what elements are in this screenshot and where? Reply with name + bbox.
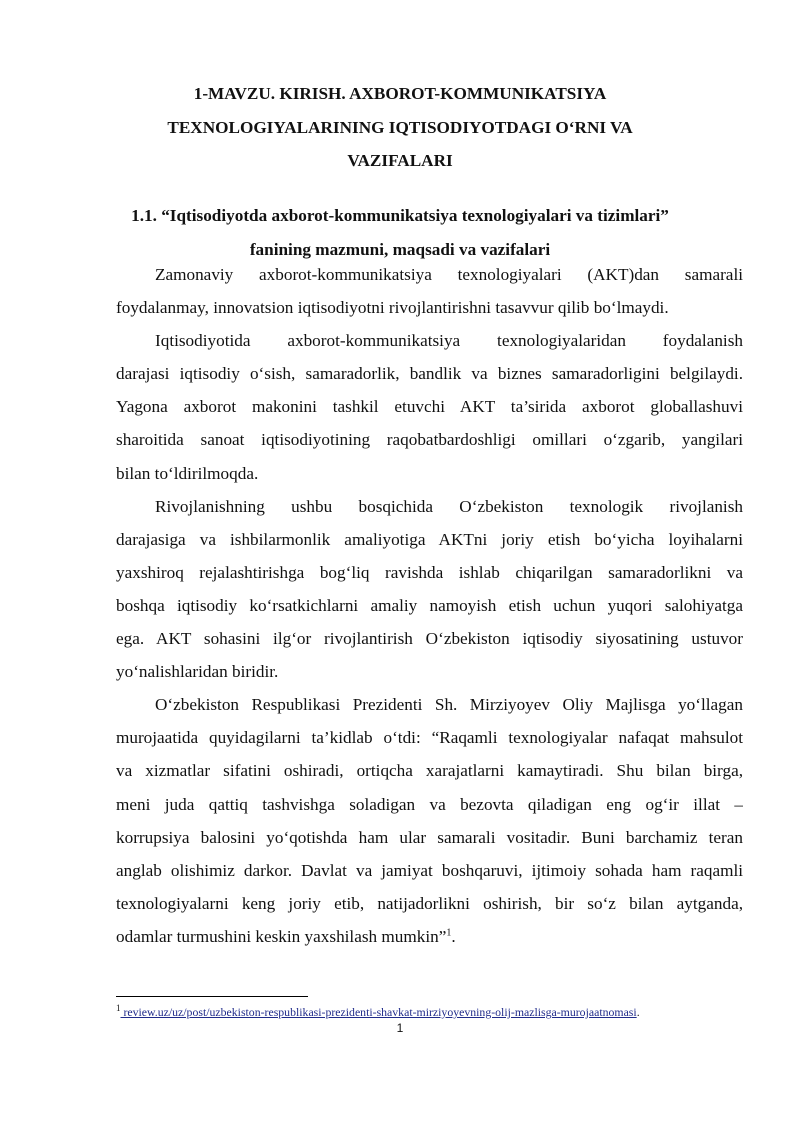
text-line: yaxshiroq rejalashtirishga bog‘liq ravishda ishlab chiqarilgan samaradorlikni va [116,562,743,582]
text-line: boshqa iqtisodiy ko‘rsatkichlarni amaliy namoyish etish uchun yuqori salohiyatga [116,595,743,615]
section-title [100,199,700,266]
text-line: bilan to‘ldirilmoqda. [116,463,259,483]
text-line: O‘zbekiston Respublikasi Prezidenti Sh. Mirziyoyev Oliy Majlisga yo‘llagan [155,695,743,715]
text-line-with-footnote [116,920,743,953]
sentence-end: . [451,926,456,946]
text-line: darajasi iqtisodiy o‘sish, samaradorlik, bandlik va biznes samaradorligini belgilaydi. [116,364,743,384]
text-line: Rivojlanishning ushbu bosqichida O‘zbekiston texnologik rivojlanish [155,496,743,516]
footnote-number: 1 [116,1003,121,1014]
footnote-divider [116,996,308,997]
text-line: Yagona axborot makonini tashkil etuvchi AKT ta’sirida axborot globallashuvi [116,397,743,417]
text-line: va xizmatlar sifatini oshiradi, ortiqcha xarajatlarni kamaytiradi. Shu bilan birga, [116,761,743,781]
text-line: murojaatida quyidagilarni ta’kidlab o‘tdi: “Raqamli texnologiyalar nafaqat mahsulot [116,728,743,748]
footnote-marker[interactable]: 1 [446,927,452,939]
text-line: texnologiyalarni keng joriy etib, natijadorlikni oshirish, bir so‘z bilan aytganda, [116,893,743,913]
footnote [116,1004,640,1020]
page-number: 1 [396,1021,404,1035]
chapter-title [110,77,690,178]
text-line: odamlar turmushini keskin yaxshilash mumkin” [116,926,447,946]
paragraph [116,324,743,489]
chapter-title-line: VAZIFALARI [347,151,453,170]
text-line: Zamonaviy axborot-kommunikatsiya texnologiyalari (AKT)dan samarali [155,265,743,284]
text-line: darajasiga va ishbilarmonlik amaliyotiga AKTni joriy etish bo‘yicha loyihalarni [116,529,743,549]
text-line: foydalanmay, innovatsion iqtisodiyotni rivojlantirishni tasavvur qilib bo‘lmaydi. [116,298,669,318]
footnote-link[interactable]: review.uz/uz/post/uzbekiston-respublikasi-prezidenti-shavkat-mirziyoyevning-olij-mazlisga-murojaatnomasi [120,1005,637,1019]
chapter-title-line: TEXNOLOGIYALARINING IQTISODIYOTDAGI O‘RNI VA [167,117,633,137]
text-line: yo‘nalishlaridan biridir. [116,662,279,682]
text-line: meni juda qattiq tashvishga soladigan va bezovta qiladigan eng og‘ir illat – [116,794,743,814]
section-title-line: fanining mazmuni, maqsadi va vazifalari [249,239,551,259]
text-line: sharoitida sanoat iqtisodiyotining raqobatbardoshligi omillari o‘zgarib, yangilari [116,430,743,450]
text-line: anglab olishimiz darkor. Davlat va jamiyat boshqaruvi, ijtimoiy sohada ham raqamli [116,860,743,880]
chapter-title-line: 1-MAVZU. KIRISH. AXBOROT-KOMMUNIKATSIYA [193,84,607,103]
text-line: ega. AKT sohasini ilg‘or rivojlantirish O‘zbekiston iqtisodiy siyosatining ustuvor [116,629,743,649]
text-line: korrupsiya balosini yo‘qotishda ham ular samarali vositadir. Buni barchamiz teran [116,827,743,847]
footnote-trailing: . [636,1005,640,1019]
paragraph [116,688,743,953]
text-line: Iqtisodiyotida axborot-kommunikatsiya texnologiyalaridan foydalanish [155,331,743,351]
paragraph [116,490,743,689]
body-text [116,258,743,953]
section-title-line: 1.1. “Iqtisodiyotda axborot-kommunikatsiya texnologiyalari va tizimlari” [131,206,669,225]
paragraph [116,258,743,324]
